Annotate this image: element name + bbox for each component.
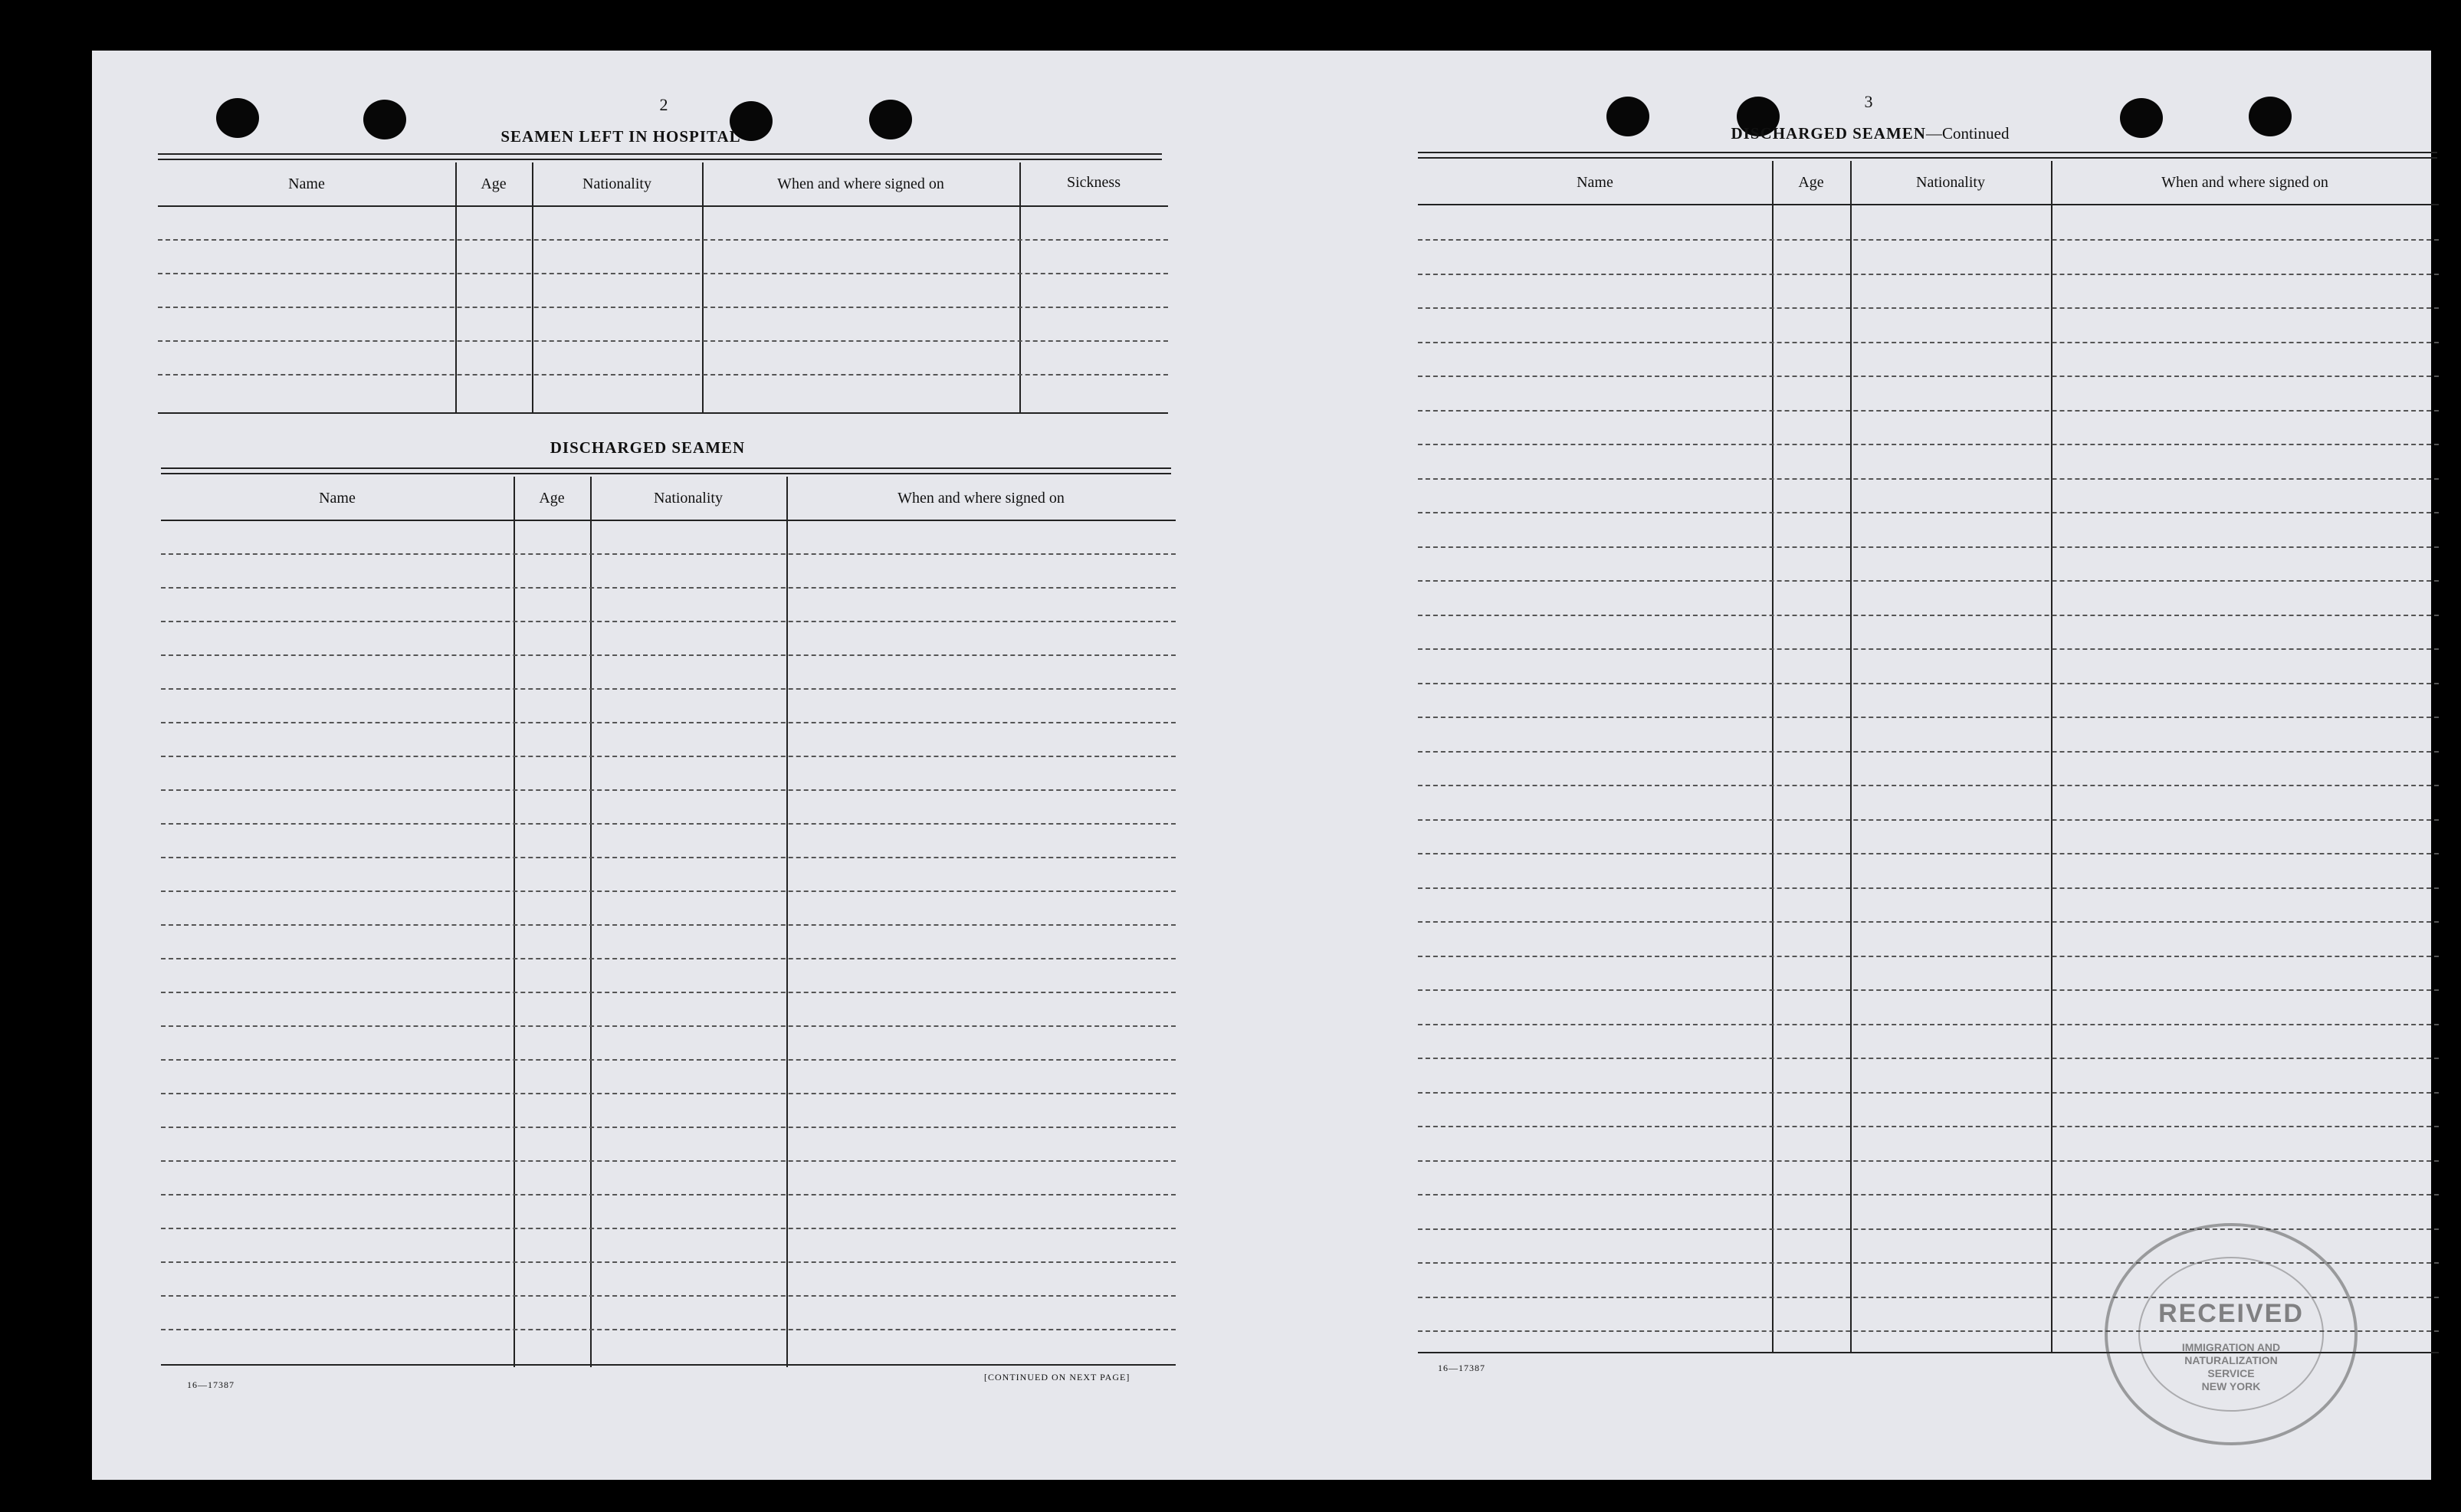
- entry-row-line: [1418, 819, 2439, 821]
- entry-row-line: [161, 1093, 1176, 1094]
- column-header-sickness: Sickness: [1067, 173, 1121, 191]
- column-header-age: Age: [1798, 173, 1824, 191]
- stamp-details: [2108, 1341, 2354, 1393]
- entry-row-line: [1418, 1058, 2439, 1059]
- entry-row-line: [161, 1228, 1176, 1229]
- column-divider: [514, 477, 515, 1367]
- entry-row-line: [1418, 751, 2439, 753]
- title-continued: —Continued: [1925, 124, 2010, 143]
- entry-row-line: [1418, 580, 2439, 582]
- entry-row-line: [161, 688, 1176, 690]
- entry-row-line: [161, 1025, 1176, 1027]
- entry-row-line: [1418, 410, 2439, 412]
- column-divider: [532, 162, 533, 414]
- page-number: 2: [659, 95, 668, 114]
- entry-row-line: [161, 823, 1176, 825]
- entry-row-line: [1418, 785, 2439, 786]
- column-divider: [455, 162, 457, 414]
- table-header: [161, 477, 1176, 521]
- entry-row-line: [161, 1059, 1176, 1061]
- entry-row-line: [161, 1295, 1176, 1297]
- entry-row-line: [1418, 717, 2439, 718]
- table-bottom-rule: [158, 412, 1168, 414]
- entry-row-line: [161, 587, 1176, 589]
- entry-row-line: [1418, 921, 2439, 923]
- column-divider: [590, 477, 592, 1367]
- entry-row-line: [158, 374, 1168, 376]
- entry-row-line: [161, 924, 1176, 926]
- stamp-line: NATURALIZATION: [2184, 1354, 2278, 1366]
- entry-row-line: [1418, 546, 2439, 548]
- form-number: 16—17387: [1438, 1363, 1485, 1373]
- column-header-name: Name: [1577, 173, 1613, 191]
- discharged-table: [161, 477, 1176, 1367]
- entry-row-line: [161, 958, 1176, 959]
- entry-row-line: [1418, 853, 2439, 854]
- left-page: [92, 51, 1257, 1480]
- entry-row-line: [161, 1329, 1176, 1330]
- page-number: 3: [1864, 92, 1873, 111]
- hospital-table: [158, 162, 1168, 414]
- stamp-main-text: RECEIVED: [2158, 1299, 2304, 1328]
- column-header-signed-on: When and where signed on: [2161, 173, 2328, 191]
- entry-row-line: [1418, 342, 2439, 343]
- entry-row-line: [161, 1194, 1176, 1195]
- entry-row-line: [1418, 683, 2439, 684]
- entry-row-line: [161, 1261, 1176, 1263]
- title-rule: [158, 153, 1162, 160]
- entry-row-line: [1418, 1092, 2439, 1094]
- entry-row-line: [161, 722, 1176, 723]
- table-header: [158, 162, 1168, 207]
- entry-row-line: [161, 621, 1176, 622]
- entry-row-line: [1418, 307, 2439, 309]
- discharged-section-title: DISCHARGED SEAMEN: [550, 438, 746, 457]
- entry-row-line: [1418, 239, 2439, 241]
- entry-row-line: [1418, 1160, 2439, 1162]
- column-header-age: Age: [539, 489, 565, 507]
- column-header-name: Name: [319, 489, 356, 507]
- column-header-nationality: Nationality: [582, 175, 651, 192]
- title-rule: [1418, 152, 2437, 159]
- entry-row-line: [161, 553, 1176, 555]
- entry-row-line: [1418, 1228, 2439, 1230]
- stamp-line: SERVICE: [2207, 1367, 2255, 1379]
- discharged-continued-title: [1671, 124, 2069, 143]
- entry-row-line: [158, 307, 1168, 308]
- table-bottom-rule: [161, 1364, 1176, 1366]
- entry-row-line: [161, 756, 1176, 757]
- column-divider: [1850, 161, 1852, 1353]
- column-divider: [1772, 161, 1774, 1353]
- entry-row-line: [1418, 1024, 2439, 1025]
- entry-row-line: [1418, 512, 2439, 513]
- column-header-signed-on: When and where signed on: [777, 175, 944, 192]
- entry-row-line: [161, 857, 1176, 858]
- hospital-section-title: SEAMEN LEFT IN HOSPITAL: [500, 127, 741, 146]
- entry-row-line: [1418, 615, 2439, 616]
- discharged-continued-table: [1418, 161, 2439, 1353]
- received-stamp: [2105, 1223, 2358, 1445]
- entry-row-line: [1418, 444, 2439, 445]
- entry-row-line: [1418, 887, 2439, 889]
- entry-row-line: [1418, 648, 2439, 650]
- column-divider: [786, 477, 788, 1367]
- table-header: [1418, 161, 2439, 205]
- entry-row-line: [1418, 956, 2439, 957]
- entry-row-line: [158, 340, 1168, 342]
- entry-row-line: [161, 654, 1176, 656]
- entry-row-line: [1418, 1194, 2439, 1195]
- column-header-nationality: Nationality: [1916, 173, 1985, 191]
- title-rule: [161, 467, 1171, 474]
- entry-row-line: [161, 1160, 1176, 1162]
- entry-row-line: [1418, 989, 2439, 991]
- document-sheet: [92, 51, 2431, 1480]
- entry-row-line: [161, 890, 1176, 892]
- form-number: 16—17387: [187, 1379, 235, 1390]
- column-header-name: Name: [288, 175, 325, 192]
- entry-row-line: [1418, 274, 2439, 275]
- entry-row-line: [161, 1127, 1176, 1128]
- title-main: DISCHARGED SEAMEN: [1731, 124, 1926, 143]
- column-divider: [2051, 161, 2052, 1353]
- column-divider: [702, 162, 704, 414]
- entry-row-line: [158, 273, 1168, 274]
- entry-row-line: [161, 789, 1176, 791]
- entry-row-line: [1418, 376, 2439, 377]
- column-header-age: Age: [481, 175, 507, 192]
- stamp-line: NEW YORK: [2201, 1380, 2261, 1392]
- column-header-signed-on: When and where signed on: [897, 489, 1065, 507]
- entry-row-line: [1418, 1126, 2439, 1127]
- entry-row-line: [158, 239, 1168, 241]
- stamp-line: IMMIGRATION AND: [2181, 1341, 2281, 1353]
- entry-row-line: [1418, 478, 2439, 480]
- column-divider: [1019, 162, 1021, 414]
- continued-note: [CONTINUED ON NEXT PAGE]: [984, 1372, 1130, 1382]
- column-header-nationality: Nationality: [654, 489, 723, 507]
- entry-row-line: [161, 992, 1176, 993]
